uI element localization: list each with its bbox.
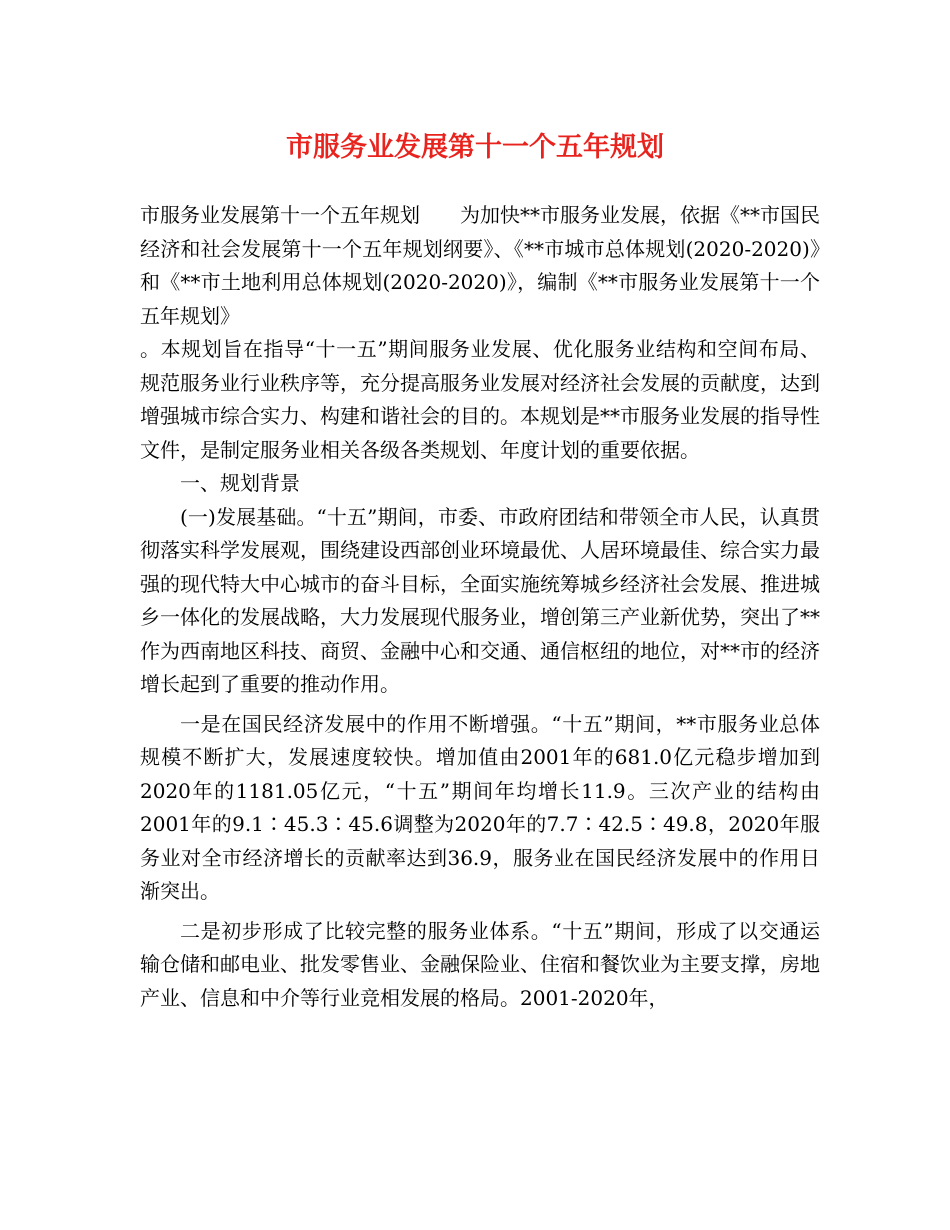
intro-paragraph: [140, 199, 820, 333]
foundation-paragraph: (一)发展基础。“十五”期间，市委、市政府团结和带领全市人民，认真贯彻落实科学发展观，围绕建设西部创业环境最优、人居环境最佳、综合实力最强的现代特大中心城市的奋斗目标，全面实施统筹城乡经济社会发展、推进城乡一体化的发展战略，大力发展现代服务业，增创第三产业新优势，突出了**作为西南地区科技、商贸、金融中心和交通、通信枢纽的地位，对**市的经济增长起到了重要的推动作用。: [140, 504, 820, 696]
document-title: 市服务业发展第十一个五年规划: [286, 132, 664, 163]
point-two-paragraph: 二是初步形成了比较完整的服务业体系。“十五”期间，形成了以交通运输仓储和邮电业、批发零售业、金融保险业、住宿和餐饮业为主要支撑，房地产业、信息和中介等行业竞相发展的格局。2001-2020年，: [140, 918, 820, 1010]
intro-spacer: [420, 203, 460, 227]
document-body: [140, 199, 820, 1015]
section-heading-background: 一、规划背景: [180, 471, 300, 495]
point-one-paragraph: 一是在国民经济发展中的作用不断增强。“十五”期间，**市服务业总体规模不断扩大，发展速度较快。增加值由2001年的681.0亿元稳步增加到2020年的1181.05亿元，“十五”期间年均增长11.9。三次产业的结构由2001年的9.1∶45.3∶45.6调整为2020年的7.7∶42.5∶49.8，2020年服务业对全市经济增长的贡献率达到36.9，服务业在国民经济发展中的作用日渐突出。: [140, 711, 820, 903]
intro-heading: 市服务业发展第十一个五年规划: [140, 203, 420, 227]
purpose-paragraph: 。本规划旨在指导“十一五”期间服务业发展、优化服务业结构和空间布局、规范服务业行业秩序等，充分提高服务业发展对经济社会发展的贡献度，达到增强城市综合实力、构建和谐社会的目的。本规划是**市服务业发展的指导性文件，是制定服务业相关各级各类规划、年度计划的重要依据。: [140, 337, 820, 462]
intro-text: 为加快**市服务业发展，依据《**市国民经济和社会发展第十一个五年规划纲要》、《**市城市总体规划(2020-2020)》和《**市土地利用总体规划(2020-2020)》，编制《**市服务业发展第十一个五年规划》: [140, 203, 820, 328]
